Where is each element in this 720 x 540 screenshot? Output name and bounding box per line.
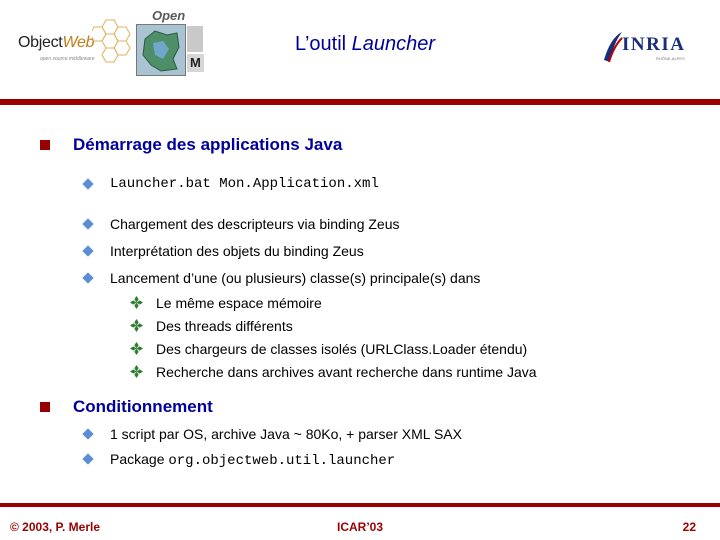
bullet-diamond-icon — [82, 428, 93, 439]
open-logo-stripe — [187, 26, 203, 52]
map-icon — [136, 24, 186, 76]
list-item: 1 script par OS, archive Java ~ 80Ko, + parser XML SAX — [110, 426, 462, 442]
objectweb-logo — [12, 14, 137, 74]
sub-list-item: Le même espace mémoire — [156, 295, 322, 311]
bullet-diamond-icon — [82, 218, 93, 229]
objectweb-logo-subtitle: open source middleware — [40, 56, 95, 62]
bullet-diamond-icon — [82, 245, 93, 256]
section-heading: Conditionnement — [73, 397, 213, 416]
list-item: Lancement d’une (ou plusieurs) classe(s) principale(s) dans — [110, 270, 481, 286]
bullet-quad-diamond-icon — [130, 319, 143, 332]
sub-list-item: Recherche dans archives avant recherche dans runtime Java — [156, 364, 537, 380]
inria-logo-subtitle: RHÔNE-ALPES — [656, 56, 685, 61]
inria-swoosh-icon — [600, 30, 624, 64]
bullet-square-icon — [40, 402, 50, 412]
bullet-square-icon — [40, 140, 50, 150]
footer-conference: ICAR’03 — [336, 520, 383, 534]
footer-copyright: © 2003, P. Merle — [10, 520, 101, 534]
list-item: Package org.objectweb.util.launcher — [110, 451, 396, 469]
open-logo-m: M — [187, 54, 204, 72]
open-m-logo — [130, 8, 210, 78]
footer-divider — [0, 503, 720, 507]
page-title: L’outil Launcher — [294, 33, 436, 55]
bullet-diamond-icon — [82, 453, 93, 464]
sub-list-item: Des threads différents — [156, 318, 293, 334]
sub-list-item: Des chargeurs de classes isolés (URLClass.Loader étendu) — [156, 341, 528, 357]
bullet-diamond-icon — [82, 178, 93, 189]
list-item: Launcher.bat Mon.Application.xml — [110, 176, 379, 192]
bullet-quad-diamond-icon — [130, 296, 143, 309]
package-name: org.objectweb.util.launcher — [168, 453, 396, 469]
inria-logo — [600, 30, 705, 64]
bullet-quad-diamond-icon — [130, 342, 143, 355]
bullet-quad-diamond-icon — [130, 365, 143, 378]
open-logo-text: Open — [152, 8, 186, 23]
list-item: Interprétation des objets du binding Zeus — [110, 243, 364, 259]
objectweb-logo-text: ObjectWeb — [18, 34, 95, 51]
header-divider — [0, 99, 720, 105]
inria-logo-text: INRIA — [622, 34, 686, 55]
bullet-diamond-icon — [82, 272, 93, 283]
page-number: 22 — [682, 520, 696, 534]
section-heading: Démarrage des applications Java — [73, 135, 343, 154]
list-item: Chargement des descripteurs via binding Zeus — [110, 216, 400, 232]
